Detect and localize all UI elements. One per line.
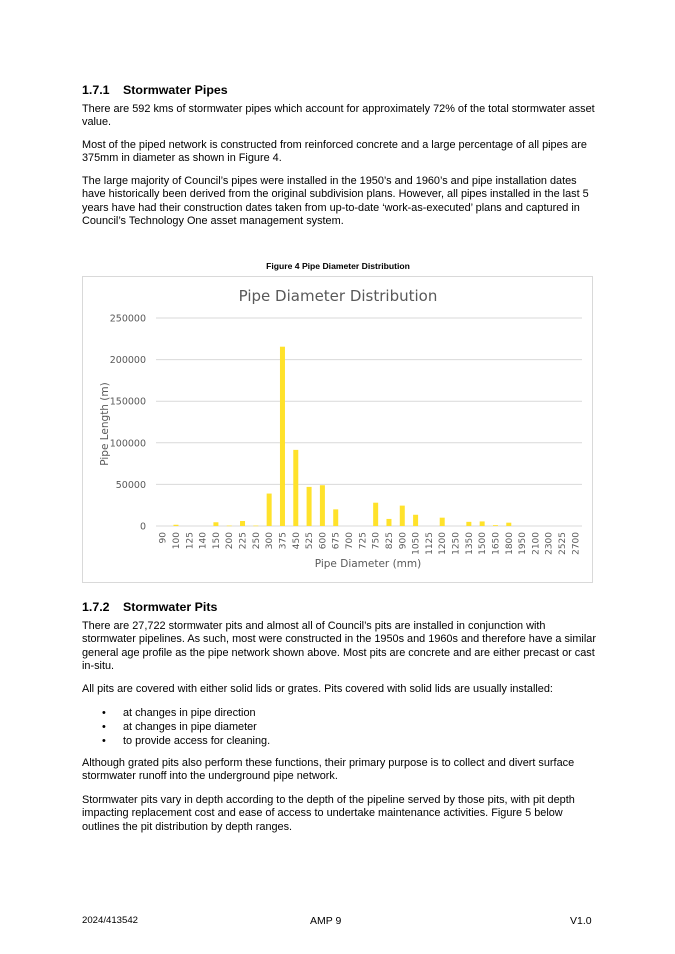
x-tick-label: 250 xyxy=(251,532,262,550)
bullet-icon: • xyxy=(102,707,106,719)
x-tick-label: 2700 xyxy=(571,532,582,555)
x-tick-label: 1125 xyxy=(424,532,435,555)
bullet-icon: • xyxy=(102,721,106,733)
y-axis-ticks xyxy=(110,314,146,533)
section-number: 1.7.1 xyxy=(82,83,110,97)
x-tick-label: 100 xyxy=(171,532,182,550)
y-tick-label: 0 xyxy=(139,521,146,533)
bar-375 xyxy=(280,347,285,526)
paragraph: There are 27,722 stormwater pits and almost all of Council’s pits are installed in conjunction with stormwater pipelines. As such, most were constructed in the 1950s and 1960s and therefore have a similar general age profile as the pipe network shown above. Most pits are concrete and are either precast or cast in-situ. xyxy=(82,620,596,672)
x-tick-label: 1650 xyxy=(491,532,502,555)
bullet-list xyxy=(82,706,270,748)
x-axis-label: Pipe Diameter (mm) xyxy=(314,558,422,570)
footer-center: AMP 9 xyxy=(310,915,342,927)
x-tick-label: 2300 xyxy=(544,532,555,555)
x-tick-label: 900 xyxy=(398,532,409,550)
bar-1800 xyxy=(506,523,511,526)
bar-1500 xyxy=(480,521,485,526)
paragraph: Stormwater pits vary in depth according to the depth of the pipeline served by those pits, with pit depth impacting replacement cost and ease of access to undertake maintenance activities. Figure 5 below outlines the pit distribution by depth ranges. xyxy=(82,794,575,833)
x-tick-label: 750 xyxy=(371,532,382,550)
paragraph: Most of the piped network is constructed from reinforced concrete and a large percentage of all pipes are 375mm in diameter as shown in Figure 4. xyxy=(82,139,587,165)
x-tick-label: 225 xyxy=(238,532,249,550)
x-tick-label: 1500 xyxy=(478,532,489,555)
paragraph: Although grated pits also perform these functions, their primary purpose is to collect and divert surface stormwater runoff into the underground pipe network. xyxy=(82,757,575,783)
bar-525 xyxy=(307,487,312,526)
section-heading-stormwater-pits xyxy=(82,600,217,614)
x-tick-label: 140 xyxy=(198,532,209,550)
y-tick-label: 200000 xyxy=(109,355,146,367)
x-tick-label: 2100 xyxy=(531,532,542,555)
x-tick-label: 150 xyxy=(211,532,222,550)
x-tick-label: 1950 xyxy=(518,532,529,555)
bar-1650 xyxy=(493,525,498,526)
paragraph: The large majority of Council’s pipes were installed in the 1950’s and 1960’s and pipe installation dates have historically been derived from the original subdivision plans. However, all pipes installed in the last 5 years have had their construction dates taken from up-to-date ‘work-as-executed’ plans and captured in Council’s Technology One asset management system. xyxy=(82,175,589,227)
y-tick-label: 100000 xyxy=(109,438,146,450)
bar-900 xyxy=(400,506,405,526)
chart-container xyxy=(82,276,593,583)
bar-600 xyxy=(320,485,325,526)
y-axis-label: Pipe Length (m) xyxy=(99,382,111,466)
x-tick-label: 675 xyxy=(331,532,342,550)
bar-250 xyxy=(253,526,258,527)
x-tick-label: 1250 xyxy=(451,532,462,555)
x-tick-label: 1050 xyxy=(411,532,422,555)
bar-1350 xyxy=(466,522,471,526)
paragraph: There are 592 kms of stormwater pipes which account for approximately 72% of the total stormwater asset value. xyxy=(82,103,595,129)
section-title: Stormwater Pits xyxy=(123,600,218,614)
gridlines xyxy=(156,318,582,526)
x-tick-label: 125 xyxy=(185,532,196,550)
x-tick-label: 1200 xyxy=(438,532,449,555)
footer-version: V1.0 xyxy=(570,915,592,927)
bar-100 xyxy=(173,525,178,526)
bar-chart xyxy=(83,277,594,584)
footer-doc-number: 2024/413542 xyxy=(82,915,139,926)
bar-675 xyxy=(333,509,338,526)
x-tick-label: 525 xyxy=(305,532,316,550)
y-tick-label: 50000 xyxy=(115,479,146,491)
figure-caption: Figure 4 Pipe Diameter Distribution xyxy=(266,261,410,271)
x-tick-label: 300 xyxy=(265,532,276,550)
x-tick-label: 1350 xyxy=(464,532,475,555)
x-tick-label: 90 xyxy=(158,532,169,544)
x-tick-label: 700 xyxy=(345,532,356,550)
bar-450 xyxy=(293,450,298,526)
section-heading-stormwater-pipes xyxy=(82,83,228,97)
list-item: • to provide access for cleaning. xyxy=(102,735,271,747)
x-axis-ticks xyxy=(159,532,582,555)
section-number: 1.7.2 xyxy=(82,600,110,614)
paragraph: All pits are covered with either solid lids or grates. Pits covered with solid lids are usually installed: xyxy=(82,683,553,695)
list-item: • at changes in pipe diameter xyxy=(102,721,257,733)
bar-1050 xyxy=(413,515,418,526)
x-tick-label: 2525 xyxy=(558,532,569,555)
bar-825 xyxy=(386,519,391,526)
x-tick-label: 725 xyxy=(358,532,369,550)
bar-225 xyxy=(240,521,245,526)
bar-300 xyxy=(267,494,272,526)
bar-150 xyxy=(213,522,218,526)
y-tick-label: 150000 xyxy=(109,396,146,408)
x-tick-label: 600 xyxy=(318,532,329,550)
x-tick-label: 200 xyxy=(225,532,236,550)
y-tick-label: 250000 xyxy=(109,313,146,325)
x-tick-label: 375 xyxy=(278,532,289,550)
x-tick-label: 1800 xyxy=(504,532,515,555)
bar-750 xyxy=(373,503,378,526)
section-title: Stormwater Pipes xyxy=(123,83,228,97)
bar-1200 xyxy=(440,518,445,526)
chart-title: Pipe Diameter Distribution xyxy=(238,287,438,305)
x-tick-label: 450 xyxy=(291,532,302,550)
bullet-icon: • xyxy=(102,735,106,747)
bar-200 xyxy=(227,526,232,527)
x-tick-label: 825 xyxy=(384,532,395,550)
bars xyxy=(173,347,511,526)
list-item: • at changes in pipe direction xyxy=(102,707,256,719)
